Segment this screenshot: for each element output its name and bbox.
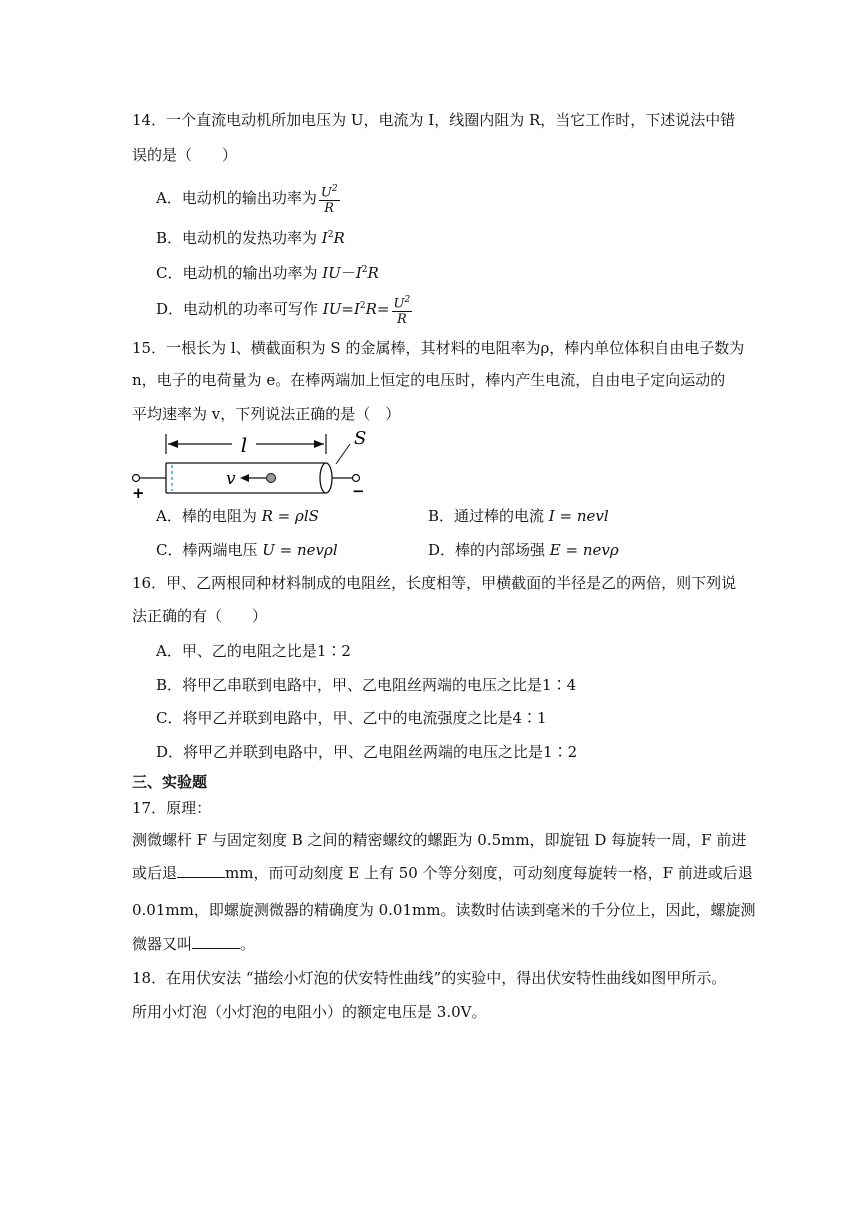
q18-line1: 18．在用伏安法 “描绘小灯泡的伏安特性曲线”的实验中，得出伏安特性曲线如图甲所示。 [132, 969, 727, 987]
q14-option-c: C．电动机的输出功率为 $IU-I^2R$ [156, 264, 379, 282]
q17-line1: 测微螺杆 F 与固定刻度 B 之间的精密螺纹的螺距为 0.5mm，即旋钮 D 每旋转一周，F 前进 [132, 831, 747, 849]
q15-option-c: C．棒两端电压 U = nevρl [156, 541, 338, 559]
minus-sign: − [352, 482, 365, 500]
q17-line2: 或后退 mm，而可动刻度 E 上有 50 个等分刻度，可动刻度每旋转一格，F 前进或后退 [132, 864, 753, 882]
plus-sign: + [132, 484, 145, 502]
q16-option-d: D．将甲乙并联到电路中，甲、乙电阻丝两端的电压之比是1∶2 [156, 743, 578, 761]
q14-option-d-fraction: $\frac{U^2}{R}$ [393, 295, 411, 328]
q15-stem-line1: 15．一根长为 l、横截面积为 S 的金属棒，其材料的电阻率为ρ，棒内单位体积自由电子数为 [132, 339, 745, 357]
q18-line2: 所用小灯泡（小灯泡的电阻小）的额定电压是 3.0V。 [132, 1003, 487, 1021]
metal-rod-figure [126, 430, 376, 502]
q17-line3: 0.01mm，即螺旋测微器的精确度为 0.01mm。读数时估读到毫米的千分位上，因此，螺旋测 [132, 901, 756, 919]
q15-stem-line3: 平均速率为 v，下列说法正确的是（ ） [132, 405, 401, 423]
length-label: l [240, 433, 248, 457]
q15-option-d: D．棒的内部场强 E = nevρ [428, 541, 619, 559]
q14-option-b: B．电动机的发热功率为 $I^2R$ [156, 229, 345, 247]
q14-stem-line1: 14．一个直流电动机所加电压为 U，电流为 I，线圈内阻为 R，当它工作时，下述说法中错 [132, 111, 736, 129]
q15-stem-line2: n，电子的电荷量为 e。在棒两端加上恒定的电压时，棒内产生电流，自由电子定向运动的 [132, 371, 726, 389]
q16-stem-line2: 法正确的有（ ） [132, 607, 268, 625]
q14-stem-line2: 误的是（ ） [132, 146, 238, 164]
q15-option-a: A．棒的电阻为 R = ρlS [156, 507, 319, 525]
q16-stem-line1: 16．甲、乙两根同种材料制成的电阻丝，长度相等，甲横截面的半径是乙的两倍，则下列说 [132, 574, 737, 592]
area-label: S [354, 430, 367, 449]
section-title: 三、实验题 [132, 773, 208, 791]
q14-option-a: A．电动机的输出功率为 $\frac{U^2}{R}$ [156, 184, 338, 217]
q14-option-a-fraction: $\frac{U^2}{R}$ [320, 184, 338, 217]
q14-option-d: D．电动机的功率可写作 $IU=I^2R=$ $\frac{U^2}{R}$ [156, 295, 411, 328]
q16-option-a: A．甲、乙的电阻之比是1∶2 [156, 642, 351, 660]
velocity-label: v [226, 469, 236, 489]
q17-blank-1[interactable] [177, 863, 225, 878]
q17-blank-2[interactable] [192, 934, 240, 949]
q17-head: 17．原理： [132, 799, 212, 817]
q17-line4: 微器又叫 。 [132, 935, 256, 953]
q16-option-b: B．将甲乙串联到电路中，甲、乙电阻丝两端的电压之比是1∶4 [156, 676, 577, 694]
q16-option-c: C．将甲乙并联到电路中，甲、乙中的电流强度之比是4∶1 [156, 709, 547, 727]
q15-option-b: B．通过棒的电流 I = nevl [428, 507, 609, 525]
